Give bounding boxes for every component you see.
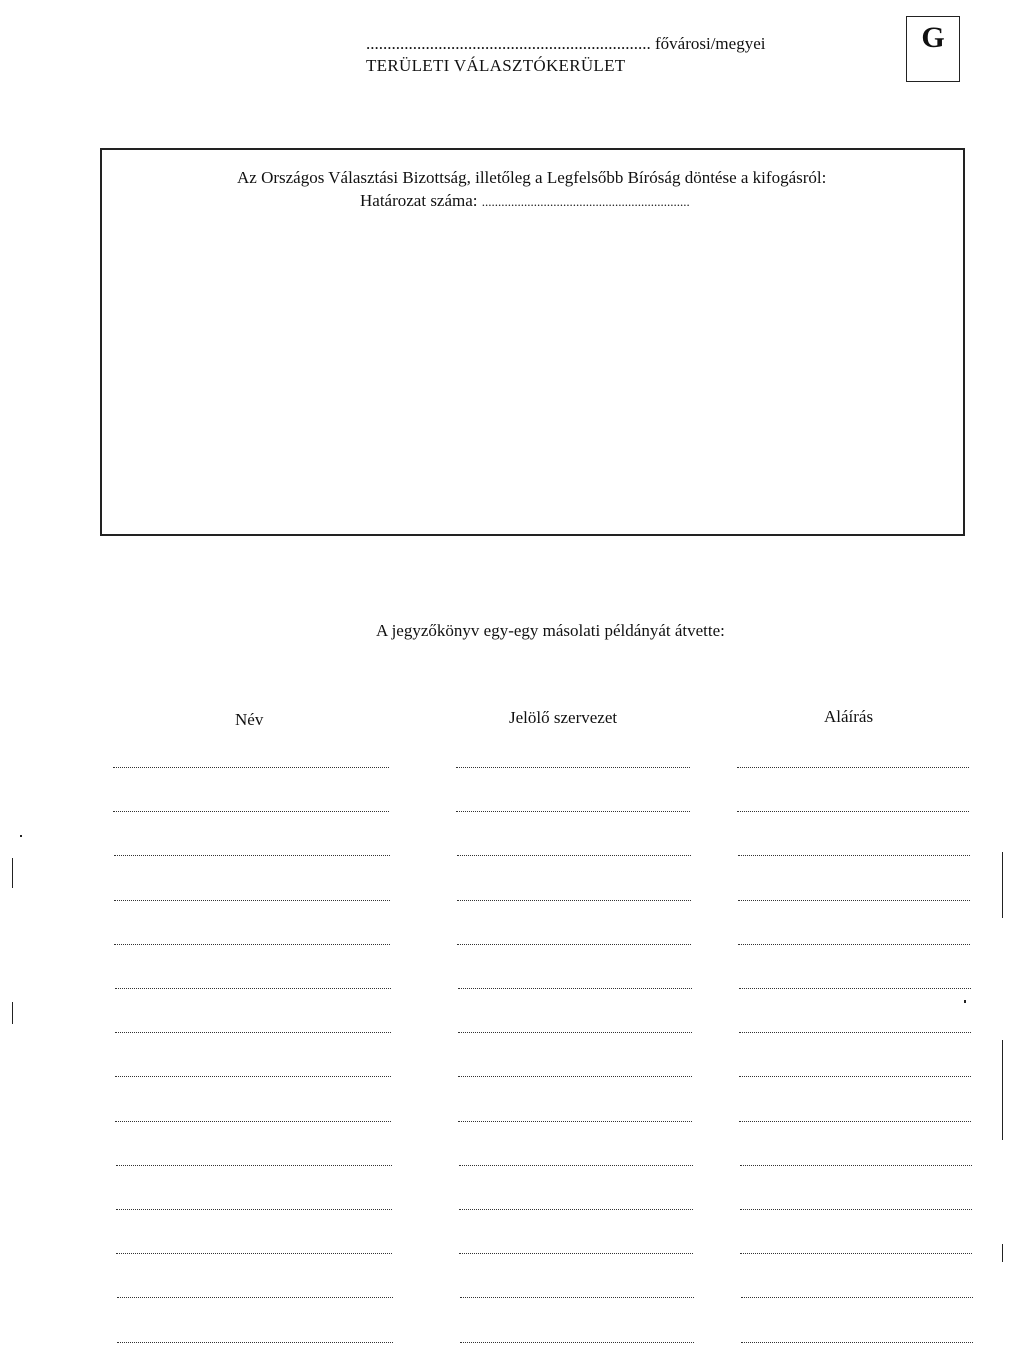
organization-line[interactable]: [458, 988, 692, 989]
resolution-number-dots: ................................................................: [481, 194, 690, 209]
signature-line[interactable]: [739, 1032, 971, 1033]
scan-mark: [1002, 1040, 1003, 1140]
signature-line[interactable]: [741, 1342, 973, 1343]
column-header-name: Név: [235, 710, 264, 729]
name-line[interactable]: [113, 811, 389, 812]
signature-line[interactable]: [738, 900, 970, 901]
signature-line[interactable]: [737, 811, 969, 812]
name-line[interactable]: [116, 1253, 392, 1254]
district-name-dots: ...................................................................: [366, 34, 651, 53]
signature-line[interactable]: [740, 1253, 972, 1254]
organization-line[interactable]: [460, 1342, 694, 1343]
name-line[interactable]: [115, 1121, 391, 1122]
signature-line[interactable]: [737, 767, 969, 768]
scan-mark: [20, 835, 22, 837]
copy-received-caption: A jegyzőkönyv egy-egy másolati példányát átvette:: [376, 621, 725, 640]
name-line[interactable]: [117, 1297, 393, 1298]
district-title: TERÜLETI VÁLASZTÓKERÜLET: [366, 56, 626, 75]
resolution-number-field[interactable]: [360, 191, 690, 211]
name-line[interactable]: [116, 1209, 392, 1210]
signature-line[interactable]: [738, 855, 970, 856]
scan-mark: [964, 1000, 966, 1003]
form-code-box: [906, 16, 960, 82]
name-line[interactable]: [113, 767, 389, 768]
organization-line[interactable]: [458, 1076, 692, 1077]
signature-line[interactable]: [741, 1297, 973, 1298]
name-line[interactable]: [114, 944, 390, 945]
column-header-signature: Aláírás: [824, 707, 874, 726]
organization-line[interactable]: [459, 1165, 693, 1166]
organization-line[interactable]: [460, 1297, 694, 1298]
signature-line[interactable]: [740, 1209, 972, 1210]
organization-line[interactable]: [457, 900, 691, 901]
organization-line[interactable]: [456, 811, 690, 812]
name-line[interactable]: [114, 900, 390, 901]
decision-title: Az Országos Választási Bizottság, illetőleg a Legfelsőbb Bíróság döntése a kifogásról:: [237, 168, 827, 187]
organization-line[interactable]: [457, 944, 691, 945]
organization-line[interactable]: [457, 855, 691, 856]
resolution-number-label: Határozat száma:: [360, 191, 478, 210]
signature-line[interactable]: [739, 1121, 971, 1122]
name-line[interactable]: [115, 988, 391, 989]
form-code: G: [921, 21, 945, 54]
organization-line[interactable]: [458, 1121, 692, 1122]
name-line[interactable]: [117, 1342, 393, 1343]
signature-line[interactable]: [738, 944, 970, 945]
organization-line[interactable]: [459, 1209, 693, 1210]
name-line[interactable]: [115, 1076, 391, 1077]
column-header-organization: Jelölő szervezet: [509, 708, 618, 727]
name-line[interactable]: [116, 1165, 392, 1166]
district-name-line: [366, 34, 765, 54]
name-line[interactable]: [115, 1032, 391, 1033]
district-suffix: fővárosi/megyei: [655, 34, 766, 53]
signature-line[interactable]: [739, 1076, 971, 1077]
scan-mark: [12, 1002, 13, 1024]
scan-mark: [1002, 1244, 1003, 1262]
signature-line[interactable]: [739, 988, 971, 989]
name-line[interactable]: [114, 855, 390, 856]
organization-line[interactable]: [458, 1032, 692, 1033]
organization-line[interactable]: [459, 1253, 693, 1254]
signature-line[interactable]: [740, 1165, 972, 1166]
organization-line[interactable]: [456, 767, 690, 768]
scan-mark: [1002, 852, 1003, 918]
scan-mark: [12, 858, 13, 888]
